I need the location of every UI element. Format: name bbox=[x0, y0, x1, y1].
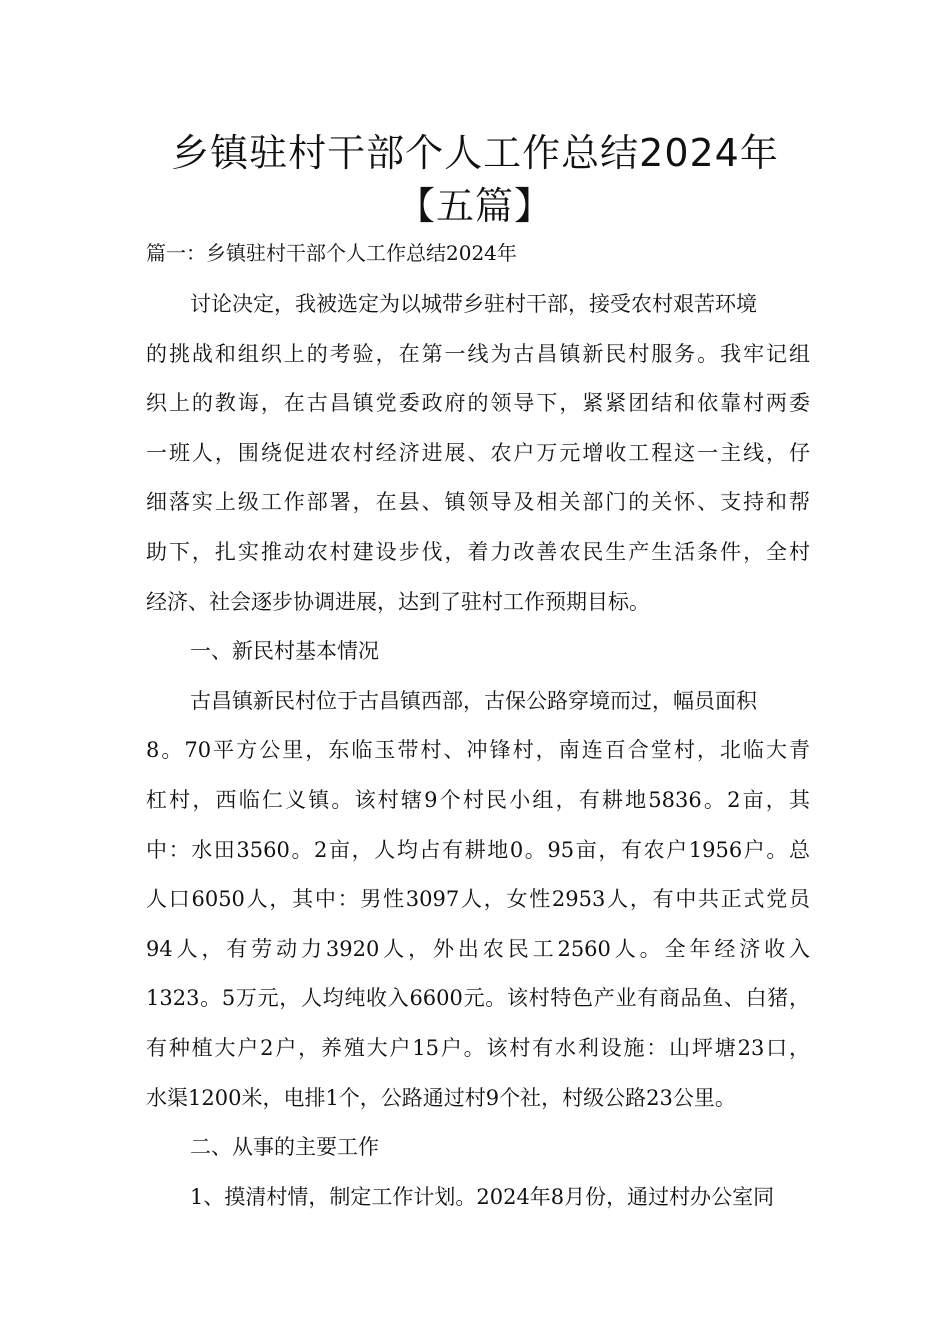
document-title-line2: 【五篇】 bbox=[396, 184, 553, 228]
body-line: 经济、社会逐步协调进展，达到了驻村工作预期目标。 bbox=[146, 589, 650, 614]
body-line: 1、摸清村情，制定工作计划。2024年8月份，通过村办公室同 bbox=[190, 1184, 775, 1209]
body-line: 中：水田3560。2亩，人均占有耕地0。95亩，有农户1956户。总 bbox=[146, 837, 810, 862]
body-line: 助下，扎实推动农村建设步伐，着力改善农民生产生活条件，全村 bbox=[146, 539, 810, 564]
body-line: 94人，有劳动力3920人，外出农民工2560人。全年经济收入 bbox=[146, 936, 810, 961]
body-line: 细落实上级工作部署，在县、镇领导及相关部门的关怀、支持和帮 bbox=[146, 490, 810, 515]
document-body bbox=[146, 280, 810, 1222]
body-line: 水渠1200米，电排1个，公路通过村9个社，村级公路23公里。 bbox=[146, 1085, 736, 1110]
body-line: 古昌镇新民村位于古昌镇西部，古保公路穿境而过，幅员面积 bbox=[190, 688, 757, 713]
body-line: 人口6050人，其中：男性3097人，女性2953人，有中共正式党员 bbox=[146, 887, 810, 912]
body-line: 有种植大户2户，养殖大户15户。该村有水利设施：山坪塘23口， bbox=[146, 1035, 810, 1060]
section-heading: 一、新民村基本情况 bbox=[190, 639, 379, 664]
body-line: 8。70平方公里，东临玉带村、冲锋村，南连百合堂村，北临大青 bbox=[146, 738, 810, 763]
body-line: 织上的教诲，在古昌镇党委政府的领导下，紧紧团结和依靠村两委 bbox=[146, 391, 810, 416]
body-line: 杠村，西临仁义镇。该村辖9个村民小组，有耕地5836。2亩，其 bbox=[146, 787, 810, 812]
section-subtitle: 篇一：乡镇驻村干部个人工作总结2024年 bbox=[146, 241, 517, 265]
section-heading: 二、从事的主要工作 bbox=[190, 1135, 379, 1160]
body-line: 一班人，围绕促进农村经济进展、农户万元增收工程这一主线，仔 bbox=[146, 440, 810, 465]
document-title-line1: 乡镇驻村干部个人工作总结2024年 bbox=[171, 131, 779, 175]
body-line: 的挑战和组织上的考验，在第一线为古昌镇新民村服务。我牢记组 bbox=[146, 341, 810, 366]
body-line: 1323。5万元，人均纯收入6600元。该村特色产业有商品鱼、白猪， bbox=[146, 986, 810, 1011]
body-line: 讨论决定，我被选定为以城带乡驻村干部，接受农村艰苦环境 bbox=[190, 292, 757, 316]
